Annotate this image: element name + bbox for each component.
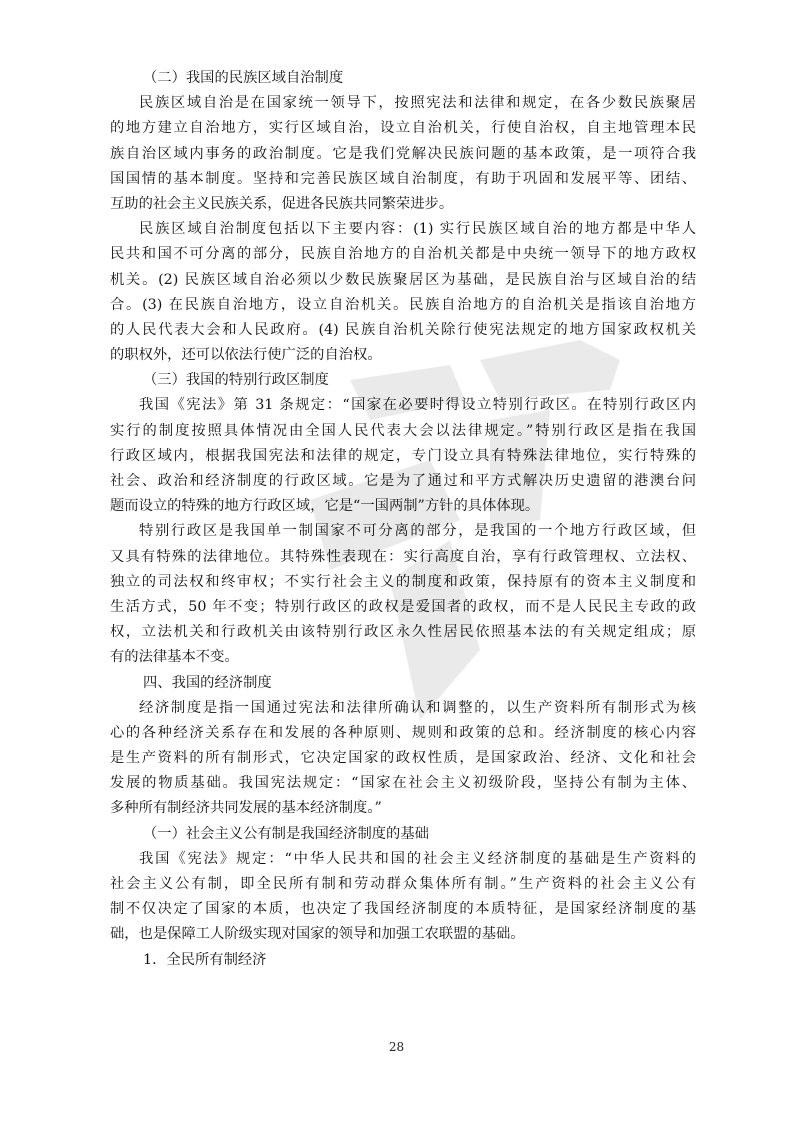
page-number: 28 <box>388 1040 405 1054</box>
paragraph <box>110 393 696 519</box>
text-line: 制不仅决定了国家的本质，也决定了我国经济制度的本质特征，是国家经济制度的基 <box>110 901 696 918</box>
text-line: 是生产资料的所有制形式，它决定国家的政权性质，是国家政治、经济、文化和社会 <box>110 750 696 767</box>
paragraph <box>110 696 696 822</box>
text-line: 又具有特殊的法律地位。其特殊性表现在：实行高度自治，享有行政管理权、立法权、 <box>110 548 696 565</box>
text-line: 1．全民所有制经济 <box>143 951 267 968</box>
text-line: 发展的物质基础。我国宪法规定：“国家在社会主义初级阶段，坚持公有制为主体、 <box>110 775 696 792</box>
text-line: 有的法律基本不变。 <box>110 649 239 666</box>
text-line: 行政区域内，根据我国宪法和法律的规定，专门设立具有特殊法律地位，实行特殊的 <box>110 447 696 464</box>
text-line: 多种所有制经济共同发展的基本经济制度。” <box>110 800 382 817</box>
paragraph <box>110 217 696 368</box>
text-line: 础，也是保障工人阶级实现对国家的领导和加强工农联盟的基础。 <box>110 926 525 943</box>
text-line: 独立的司法权和终审权；不实行社会主义的制度和政策，保持原有的资本主义制度和 <box>110 573 696 590</box>
text-line: 我国《宪法》第 31 条规定：“国家在必要时得设立特别行政区。在特别行政区内 <box>139 397 696 414</box>
text-line: 的人民代表大会和人民政府。(4) 民族自治机关除行使宪法规定的地方国家政权机关 <box>110 321 696 338</box>
section-heading <box>110 368 696 393</box>
section-heading <box>110 822 696 847</box>
text-line: 民族区域自治制度包括以下主要内容：(1) 实行民族区域自治的地方都是中华人 <box>139 221 696 238</box>
text-line: 的职权外，还可以依法行使广泛的自治权。 <box>110 347 382 364</box>
text-line: （二）我国的民族区域自治制度 <box>143 70 344 86</box>
text-line: 机关。(2) 民族区域自治必须以少数民族聚居区为基础，是民族自治与区域自治的结 <box>110 271 696 288</box>
text-line: 我国《宪法》规定：“中华人民共和国的社会主义经济制度的基础是生产资料的 <box>139 850 696 867</box>
text-line: （三）我国的特别行政区制度 <box>143 372 329 389</box>
paragraph <box>110 847 696 948</box>
text-line: 族自治区域内事务的政治制度。它是我们党解决民族问题的基本政策，是一项符合我 <box>110 145 696 162</box>
text-line: 社会主义公有制，即全民所有制和劳动群众集体所有制。”生产资料的社会主义公有 <box>110 876 696 892</box>
section-heading <box>110 66 696 91</box>
text-line: 经济制度是指一国通过宪法和法律所确认和调整的，以生产资料所有制形式为核 <box>139 699 696 716</box>
text-line: 生活方式，50 年不变；特别行政区的政权是爱国者的政权，而不是人民民主专政的政 <box>110 598 696 615</box>
text-line: 合。(3) 在民族自治地方，设立自治机关。民族自治地方的自治机关是指该自治地方 <box>110 296 696 313</box>
text-line: 权，立法机关和行政机关由该特别行政区永久性居民依照基本法的有关规定组成；原 <box>110 624 696 641</box>
section-heading <box>110 671 696 696</box>
document-body <box>110 66 696 973</box>
text-line: 国国情的基本制度。坚持和完善民族区域自治制度，有助于巩固和发展平等、团结、 <box>110 170 696 187</box>
text-line: 实行的制度按照具体情况由全国人民代表大会以法律规定。”特别行政区是指在我国 <box>110 422 696 439</box>
text-line: 特别行政区是我国单一制国家不可分离的部分，是我国的一个地方行政区域，但 <box>139 523 696 540</box>
text-line: 互助的社会主义民族关系，促进各民族共同繁荣进步。 <box>110 195 454 212</box>
text-line: 民共和国不可分离的部分，民族自治地方的自治机关都是中央统一领导下的地方政权 <box>110 246 696 263</box>
section-heading <box>110 948 696 973</box>
text-line: 四、我国的经济制度 <box>143 674 272 691</box>
paragraph <box>110 519 696 670</box>
text-line: 民族区域自治是在国家统一领导下，按照宪法和法律和规定，在各少数民族聚居 <box>139 95 696 112</box>
text-line: 题而设立的特殊的地方行政区域，它是“一国两制”方针的具体体现。 <box>110 498 540 515</box>
text-line: 心的各种经济关系存在和发展的各种原则、规则和政策的总和。经济制度的核心内容 <box>110 724 696 741</box>
text-line: （一）社会主义公有制是我国经济制度的基础 <box>143 825 429 842</box>
text-line: 的地方建立自治地方，实行区域自治，设立自治机关，行使自治权，自主地管理本民 <box>110 120 696 137</box>
paragraph <box>110 91 696 217</box>
text-line: 社会、政治和经济制度的行政区域。它是为了通过和平方式解决历史遗留的港澳台问 <box>110 473 696 489</box>
